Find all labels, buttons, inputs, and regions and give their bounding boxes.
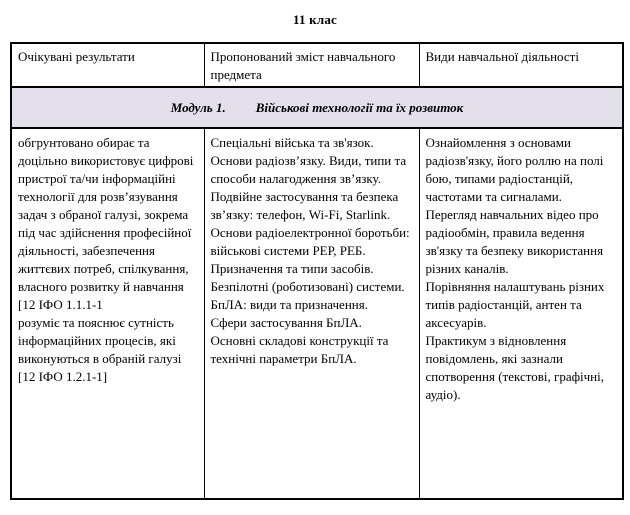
- module-row: [11, 87, 623, 128]
- expected-results-paragraph: розуміє та пояснює сутність інформаційних процесів, які виконуються в обраній галузі: [18, 315, 182, 366]
- module-title-text: Військові технології та їх розвиток: [255, 100, 464, 115]
- content-paragraph: Подвійне застосування та безпека зв’язку: телефон, Wi-Fi, Starlink.: [210, 189, 399, 222]
- col-header-proposed-content: Пропонований зміст навчального предмета: [204, 43, 419, 87]
- activity-paragraph: Практикум з відновлення повідомлень, які зазнали спотворення (текстові, графічні, аудіо).: [425, 333, 604, 402]
- competency-code: [12 ІФО 1.2.1-1]: [18, 369, 108, 384]
- col-header-activities: Види навчальної діяльності: [419, 43, 623, 87]
- cell-expected-results: [11, 128, 204, 499]
- content-paragraph: Основні складові конструкції та технічні параметри БпЛА.: [210, 333, 389, 366]
- competency-code: [12 ІФО 1.1.1-1: [18, 297, 103, 312]
- content-paragraph: Сфери застосування БпЛА.: [210, 315, 362, 330]
- activity-paragraph: Ознайомлення з основами радіозв'язку, його роллю на полі бою, типами радіостанцій, частотами та сигналами.: [425, 135, 604, 204]
- page-title: 11 клас: [293, 12, 337, 27]
- curriculum-table: [10, 42, 624, 500]
- activity-paragraph: Перегляд навчальних відео про радіообмін, правила ведення зв'язку та безпеку використання різних каналів.: [425, 207, 604, 276]
- content-paragraph: Безпілотні (роботизовані) системи.: [210, 279, 405, 294]
- cell-proposed-content: [204, 128, 419, 499]
- module-number-label: Модуль 1.: [170, 100, 226, 115]
- col-header-expected-results: Очікувані результати: [11, 43, 204, 87]
- cell-activities: [419, 128, 623, 499]
- expected-results-paragraph: обгрунтовано обирає та доцільно використовує цифрові пристрої та/чи інформаційні технології для розв’язування задач з обраної галузі, зокрема під час здійснення професійної діяльності, забезпечення життєвих потреб, спілкування, власного розвитку й навчання: [18, 135, 194, 294]
- content-paragraph: Спеціальні війська та зв'язок. Основи радіозв’язку. Види, типи та способи налагодження зв’язку.: [210, 135, 407, 186]
- content-row: [11, 128, 623, 499]
- content-paragraph: БпЛА: види та призначення.: [210, 297, 368, 312]
- content-paragraph: Основи радіоелектронної боротьби: військові системи РЕР, РЕБ. Призначення та типи засобів.: [210, 225, 410, 276]
- activity-paragraph: Порівняння налаштувань різних типів радіостанцій, антен та аксесуарів.: [425, 279, 605, 330]
- header-row: [11, 43, 623, 87]
- module-title-cell: [11, 87, 623, 128]
